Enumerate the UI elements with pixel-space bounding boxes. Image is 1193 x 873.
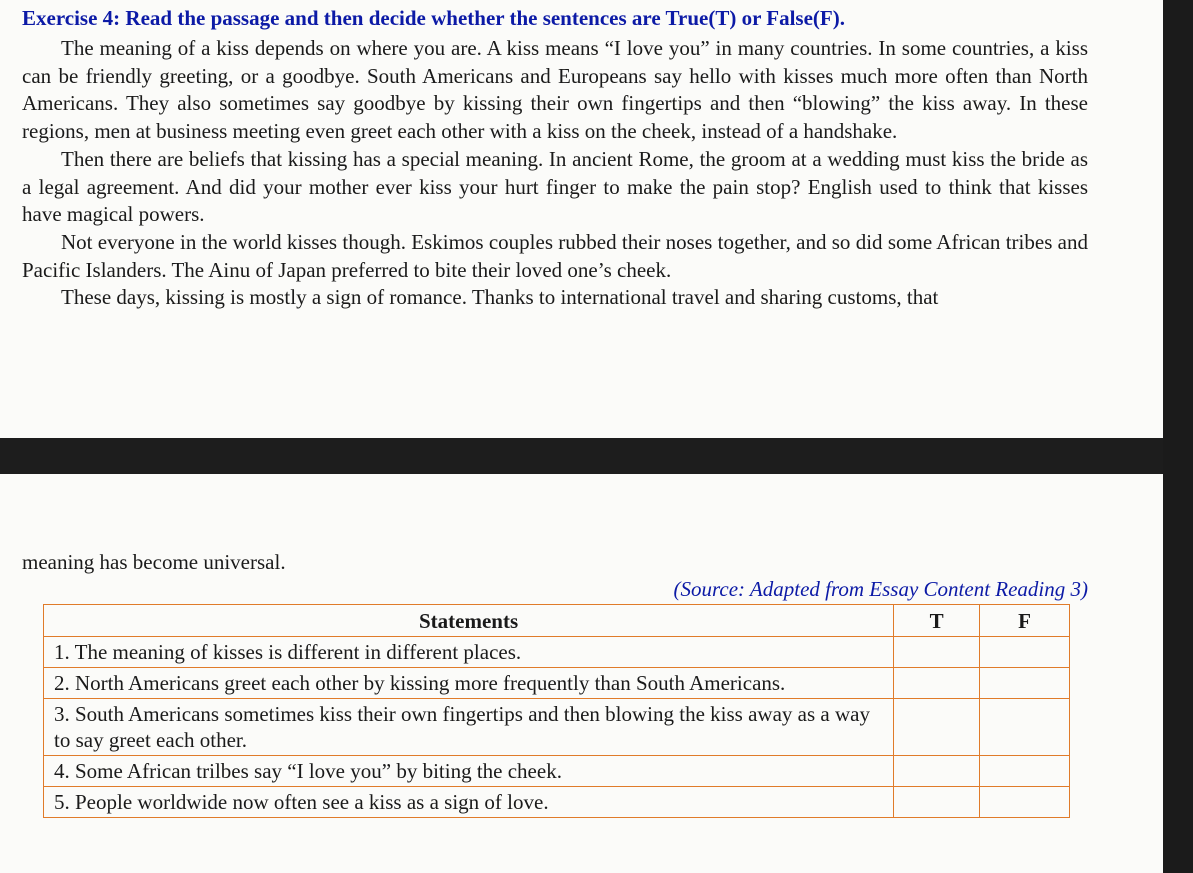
true-false-table <box>43 604 1070 818</box>
header-statements: Statements <box>44 605 894 637</box>
answer-true-cell-4[interactable] <box>894 756 980 787</box>
source-citation: (Source: Adapted from Essay Content Reading 3) <box>673 577 1088 601</box>
statement-4: 4. Some African trilbes say “I love you” by biting the cheek. <box>44 756 894 787</box>
exercise-title: Exercise 4: Read the passage and then decide whether the sentences are True(T) or False(F). <box>22 6 845 30</box>
answer-false-cell-1[interactable] <box>980 637 1070 668</box>
table-row <box>44 668 1070 699</box>
table-row <box>44 756 1070 787</box>
statement-3: 3. South Americans sometimes kiss their own fingertips and then blowing the kiss away as a way to say greet each other. <box>44 699 894 756</box>
answer-true-cell-2[interactable] <box>894 668 980 699</box>
table-row <box>44 699 1070 756</box>
passage-paragraph-2: Then there are beliefs that kissing has a special meaning. In ancient Rome, the groom at a wedding must kiss the bride as a legal agreement. And did your mother ever kiss your hurt finger to make the pain stop? English used to think that kisses have magical powers. <box>22 146 1088 227</box>
answer-false-cell-2[interactable] <box>980 668 1070 699</box>
statement-1: 1. The meaning of kisses is different in different places. <box>44 637 894 668</box>
answer-true-cell-3[interactable] <box>894 699 980 756</box>
answer-false-cell-4[interactable] <box>980 756 1070 787</box>
answer-false-cell-3[interactable] <box>980 699 1070 756</box>
right-dark-edge <box>1163 0 1193 873</box>
answer-true-cell-1[interactable] <box>894 637 980 668</box>
table-row <box>44 787 1070 818</box>
passage-paragraph-1: The meaning of a kiss depends on where you are. A kiss means “I love you” in many countries. In some countries, a kiss can be friendly greeting, or a goodbye. South Americans and Europeans say hello with kisses much more often than North Americans. They also sometimes say goodbye by kissing their own fingertips and then “blowing” the kiss away. In these regions, men at business meeting even greet each other with a kiss on the cheek, instead of a handshake. <box>22 36 1088 144</box>
passage-paragraph-4: These days, kissing is mostly a sign of romance. Thanks to international travel and sharing customs, that <box>61 285 939 310</box>
answer-true-cell-5[interactable] <box>894 787 980 818</box>
dark-band <box>0 438 1193 474</box>
statement-2: 2. North Americans greet each other by kissing more frequently than South Americans. <box>44 668 894 699</box>
header-false: F <box>980 605 1070 637</box>
passage-paragraph-3: Not everyone in the world kisses though. Eskimos couples rubbed their noses together, and so did some African tribes and Pacific Islanders. The Ainu of Japan preferred to bite their loved one’s cheek. <box>22 229 1088 282</box>
statement-5: 5. People worldwide now often see a kiss as a sign of love. <box>44 787 894 818</box>
reading-passage <box>22 35 1088 312</box>
table-header-row <box>44 605 1070 637</box>
table-row <box>44 637 1070 668</box>
header-true: T <box>894 605 980 637</box>
passage-continuation: meaning has become universal. <box>22 550 286 574</box>
answer-false-cell-5[interactable] <box>980 787 1070 818</box>
